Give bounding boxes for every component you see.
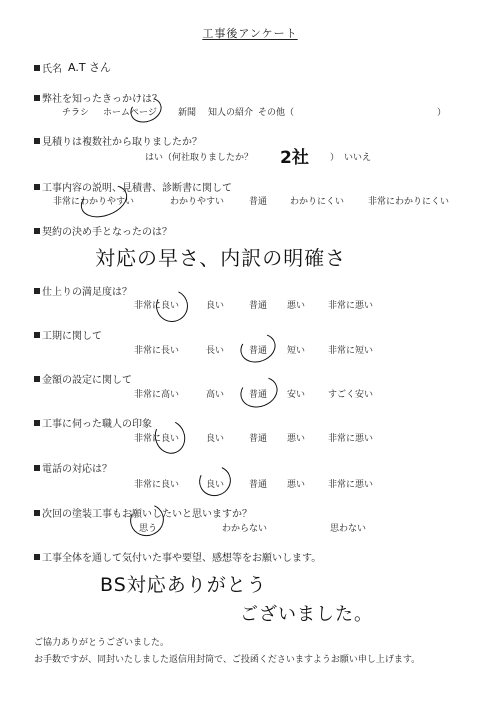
question-explanation: 工事内容の説明、見積書、診断書に関して — [34, 179, 232, 194]
option-normal[interactable]: 普通 — [249, 346, 268, 356]
bullet-square-icon — [34, 510, 40, 516]
question-duration: 工期に関して — [34, 327, 102, 342]
option-very-bad[interactable]: 非常に悪い — [328, 301, 374, 311]
option-good[interactable]: 良い — [206, 434, 225, 444]
option-cheap[interactable]: 安い — [287, 390, 306, 400]
option-very-bad[interactable]: 非常に悪い — [328, 480, 374, 490]
option-referral[interactable]: 知人の紹介 — [208, 108, 254, 118]
option-normal[interactable]: 普通 — [249, 390, 268, 400]
option-very-good[interactable]: 非常に良い — [134, 301, 180, 311]
option-no[interactable]: 思わない — [330, 524, 367, 534]
option-normal[interactable]: 普通 — [249, 197, 268, 207]
selection-circle-icon — [236, 329, 279, 368]
option-normal[interactable]: 普通 — [249, 301, 268, 311]
option-long[interactable]: 長い — [206, 346, 225, 356]
option-other-close: ） — [437, 108, 447, 118]
option-yes-close: ） — [330, 153, 340, 163]
option-other[interactable]: その他（ — [258, 108, 295, 118]
option-bad[interactable]: 悪い — [287, 434, 306, 444]
bullet-square-icon — [34, 420, 40, 426]
bullet-square-icon — [34, 554, 40, 560]
option-flyer[interactable]: チラシ — [62, 108, 90, 118]
option-very-cheap[interactable]: すごく安い — [328, 390, 374, 400]
option-unsure[interactable]: わからない — [222, 524, 268, 534]
option-no[interactable]: いいえ — [344, 153, 372, 163]
bullet-square-icon — [34, 184, 40, 190]
bullet-square-icon — [34, 228, 40, 234]
answer-deciding-factor: 対応の早さ、内訳の明確さ — [95, 246, 347, 270]
answer-comments-line1: BS対応ありがとう — [100, 574, 267, 596]
option-very-long[interactable]: 非常に長い — [134, 346, 180, 356]
option-very-good[interactable]: 非常に良い — [134, 480, 180, 490]
selection-circle-icon — [236, 371, 282, 412]
bullet-square-icon — [34, 288, 40, 294]
option-good[interactable]: 良い — [206, 301, 225, 311]
option-newspaper[interactable]: 新聞 — [178, 108, 197, 118]
option-yes[interactable]: 思う — [139, 524, 158, 534]
selection-circle-icon — [150, 416, 190, 458]
question-deciding-factor: 契約の決め手となったのは？ — [34, 223, 172, 238]
option-very-good[interactable]: 非常に良い — [134, 434, 180, 444]
option-homepage[interactable]: ホームページ — [103, 108, 157, 118]
question-price: 金額の設定に関して — [34, 371, 132, 386]
option-very-bad[interactable]: 非常に悪い — [328, 434, 374, 444]
option-short[interactable]: 短い — [287, 346, 306, 356]
answer-name: A.T さん — [68, 61, 112, 74]
question-craftsman: 工事に伺った職人の印象 — [34, 415, 152, 430]
footer-thanks: ご協力ありがとうございました。 — [34, 638, 170, 648]
option-good[interactable]: 良い — [206, 480, 225, 490]
option-unclear[interactable]: わかりにくい — [290, 197, 345, 207]
bullet-square-icon — [34, 332, 40, 338]
question-name: 氏名 — [34, 60, 62, 75]
question-next-order: 次回の塗装工事もお願いしたいと思いますか？ — [34, 505, 252, 520]
option-expensive[interactable]: 高い — [206, 390, 225, 400]
selection-circle-icon — [195, 461, 235, 500]
option-normal[interactable]: 普通 — [249, 480, 268, 490]
selection-circle-icon — [151, 285, 192, 326]
bullet-square-icon — [34, 376, 40, 382]
option-bad[interactable]: 悪い — [287, 301, 306, 311]
option-clear[interactable]: わかりやすい — [170, 197, 225, 207]
option-normal[interactable]: 普通 — [249, 434, 268, 444]
bullet-square-icon — [34, 465, 40, 471]
option-very-unclear[interactable]: 非常にわかりにくい — [368, 197, 450, 207]
option-yes[interactable]: はい（何社取りましたか？ — [145, 153, 254, 163]
answer-comments-line2: ございました。 — [240, 604, 373, 625]
option-very-short[interactable]: 非常に短い — [328, 346, 374, 356]
answer-company-count: 2社 — [280, 148, 309, 168]
question-satisfaction: 仕上りの満足度は？ — [34, 283, 132, 298]
question-phone: 電話の対応は？ — [34, 460, 112, 475]
question-quotes: 見積りは複数社から取りましたか？ — [34, 133, 202, 148]
question-comments: 工事全体を通して気付いた事や要望、感想等をお願いします。 — [34, 549, 321, 564]
question-source: 弊社を知ったきっかけは？ — [34, 90, 162, 105]
option-very-clear[interactable]: 非常にわかりやすい — [53, 197, 135, 207]
bullet-square-icon — [34, 95, 40, 101]
footer-instructions: お手数ですが、同封いたしました返信用封筒で、ご投函くださいますようお願い申し上げます。 — [34, 655, 421, 665]
bullet-square-icon — [34, 65, 40, 71]
option-bad[interactable]: 悪い — [287, 480, 306, 490]
survey-title: 工事後アンケート — [202, 27, 298, 40]
bullet-square-icon — [34, 138, 40, 144]
option-very-expensive[interactable]: 非常に高い — [134, 390, 180, 400]
